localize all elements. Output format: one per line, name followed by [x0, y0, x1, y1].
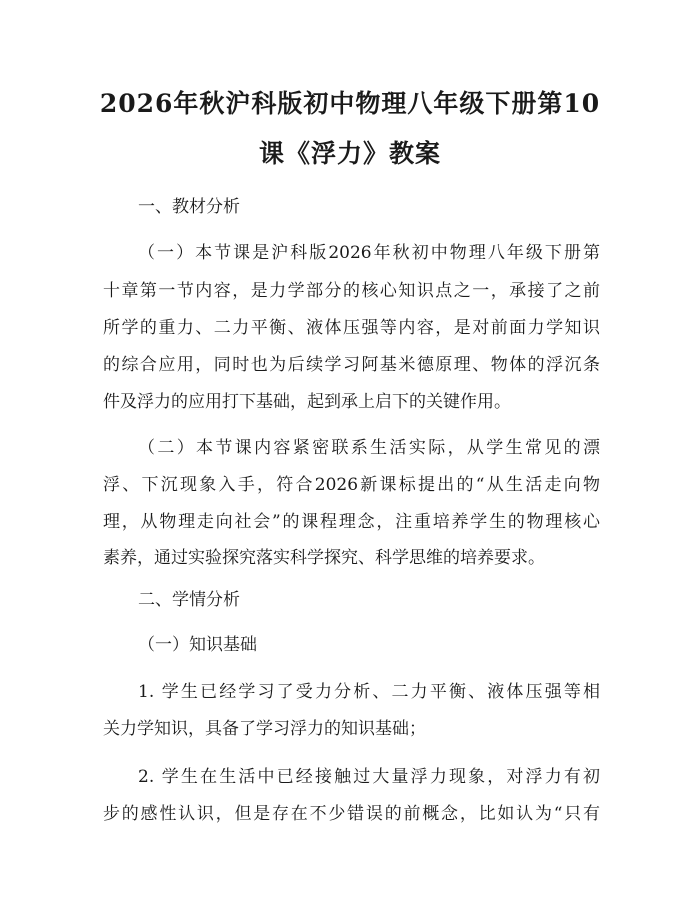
paragraph-2-line-3: 理，从物理走向社会”的课程理念，注重培养学生的物理核心 [103, 512, 600, 532]
list-item-1-line-2: 关力学知识，具备了学习浮力的知识基础； [103, 719, 426, 739]
list-item-2-line-2: 步的感性认识，但是存在不少错误的前概念，比如认为“只有 [103, 804, 600, 824]
list-item-2-line-1: 2. 学生在生活中已经接触过大量浮力现象，对浮力有初 [138, 767, 600, 787]
paragraph-1-line-5: 件及浮力的应用打下基础，起到承上启下的关键作用。 [103, 392, 511, 412]
paragraph-1-line-4: 的综合应用，同时也为后续学习阿基米德原理、物体的浮沉条 [103, 355, 600, 375]
paragraph-2-line-4: 素养，通过实验探究落实科学探究、科学思维的培养要求。 [103, 548, 545, 568]
paragraph-2-line-2: 浮、下沉现象入手，符合2026新课标提出的“从生活走向物 [103, 475, 600, 495]
section-heading-textbook-analysis: 一、教材分析 [138, 197, 240, 217]
document-title-line-1: 2026年秋沪科版初中物理八年级下册第10 [99, 89, 601, 118]
paragraph-1-line-2: 十章第一节内容，是力学部分的核心知识点之一，承接了之前 [103, 281, 600, 301]
paragraph-1-line-3: 所学的重力、二力平衡、液体压强等内容，是对前面力学知识 [103, 318, 600, 338]
paragraph-1-line-1: （一）本节课是沪科版2026年秋初中物理八年级下册第 [138, 243, 600, 263]
paragraph-2-line-1: （二）本节课内容紧密联系生活实际，从学生常见的漂 [138, 438, 600, 458]
list-item-1-line-1: 1. 学生已经学习了受力分析、二力平衡、液体压强等相 [138, 682, 600, 702]
section-heading-learner-analysis: 二、学情分析 [138, 590, 240, 610]
subsection-heading-knowledge-base: （一）知识基础 [138, 635, 257, 655]
document-title-line-2: 课《浮力》教案 [258, 139, 441, 168]
